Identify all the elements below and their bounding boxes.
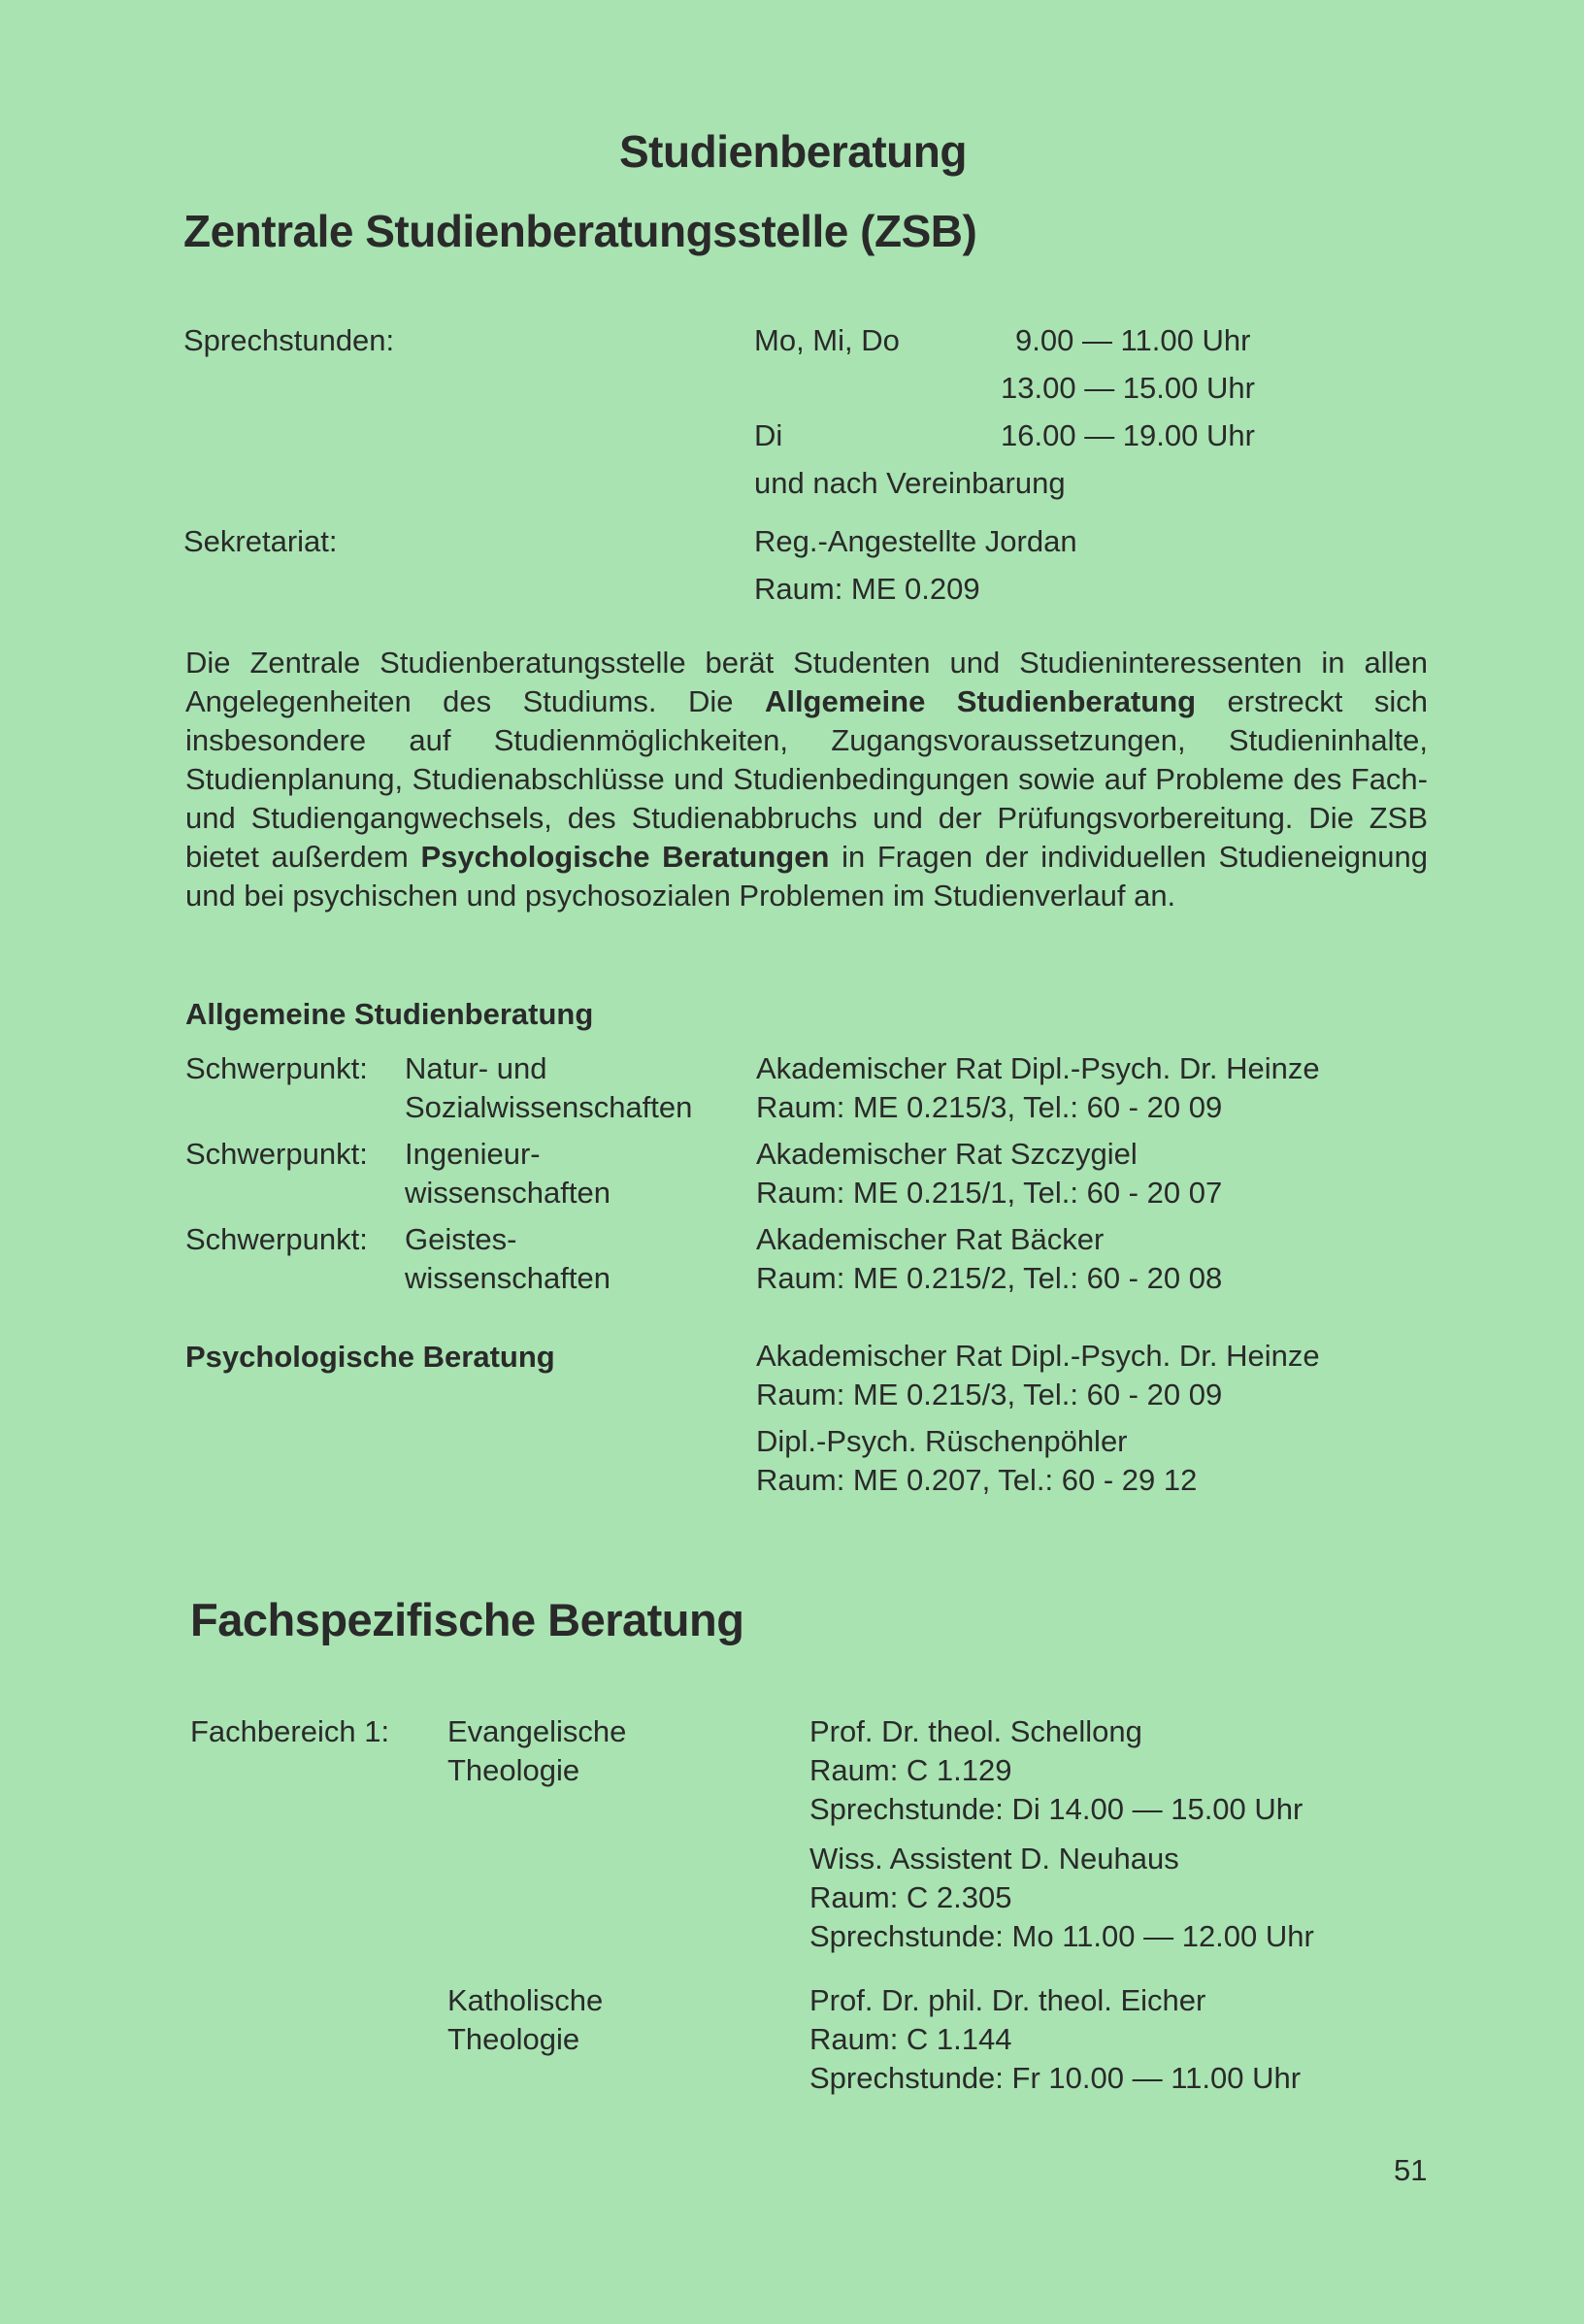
focus-area — [405, 1220, 610, 1298]
page-number: 51 — [1394, 2153, 1428, 2187]
subject-name — [447, 1712, 626, 1790]
focus-label: Schwerpunkt: — [185, 1222, 368, 1256]
focus-line: Sozialwissenschaften — [405, 1090, 693, 1124]
advisor-name: Akademischer Rat Dipl.-Psych. Dr. Heinze — [756, 1051, 1320, 1085]
advisor-hours: Sprechstunde: Fr 10.00 — 11.00 Uhr — [809, 2061, 1302, 2095]
advisor-name: Akademischer Rat Szczygiel — [756, 1137, 1138, 1171]
advisor-room: Raum: ME 0.215/1, Tel.: 60 - 20 07 — [756, 1176, 1223, 1210]
advisor-name: Wiss. Assistent D. Neuhaus — [809, 1842, 1179, 1876]
office-hours-time: 13.00 — 15.00 Uhr — [1001, 371, 1255, 405]
subject-line: Theologie — [447, 1753, 580, 1787]
description-text: Die Zentrale Studienberatungsstelle berät Studenten und Studieninteressenten in allen Angelegenheiten des Studiums. Die — [185, 646, 1428, 718]
zsb-heading: Zentrale Studienberatungsstelle (ZSB) — [183, 206, 977, 256]
psych-advice-heading: Psychologische Beratung — [185, 1340, 555, 1374]
subject-line: Theologie — [447, 2022, 580, 2056]
focus-line: Natur- und — [405, 1051, 547, 1085]
secretariat-label: Sekretariat: — [183, 524, 338, 558]
page-title: Studienberatung — [619, 126, 967, 177]
advisor-name: Prof. Dr. phil. Dr. theol. Eicher — [809, 1983, 1206, 2017]
advisor-room: Raum: ME 0.207, Tel.: 60 - 29 12 — [756, 1463, 1198, 1497]
office-hours-time: 9.00 — 11.00 Uhr — [1015, 323, 1251, 357]
focus-label: Schwerpunkt: — [185, 1137, 368, 1171]
focus-line: wissenschaften — [405, 1261, 610, 1295]
description-text: in Fragen der individuellen Studieneignung und bei psychischen und psychosozialen Problemen im Studienverlauf an. — [185, 840, 1428, 913]
general-advice-heading: Allgemeine Studienberatung — [185, 997, 594, 1031]
advisor-contact — [809, 1840, 1314, 1956]
advisor-contact — [809, 1981, 1301, 2098]
department-label: Fachbereich 1: — [190, 1714, 390, 1748]
description-bold: Allgemeine Studienberatung — [764, 684, 1197, 718]
office-hours-days: Di — [754, 418, 783, 452]
secretariat-name: Reg.-Angestellte Jordan — [754, 524, 1077, 558]
subject-line: Evangelische — [447, 1714, 627, 1748]
subject-line: Katholische — [447, 1983, 604, 2017]
advisor-hours: Sprechstunde: Mo 11.00 — 12.00 Uhr — [809, 1919, 1314, 1953]
advisor-name: Akademischer Rat Dipl.-Psych. Dr. Heinze — [756, 1339, 1320, 1373]
advisor-room: Raum: ME 0.215/2, Tel.: 60 - 20 08 — [756, 1261, 1223, 1295]
office-hours-label: Sprechstunden: — [183, 323, 395, 357]
advisor-name: Prof. Dr. theol. Schellong — [809, 1714, 1142, 1748]
advisor-contact — [756, 1337, 1320, 1414]
secretariat-room: Raum: ME 0.209 — [754, 572, 980, 606]
advisor-room: Raum: C 1.144 — [809, 2022, 1012, 2056]
by-appointment-note: und nach Vereinbarung — [754, 466, 1066, 500]
focus-line: wissenschaften — [405, 1176, 610, 1210]
advisor-name: Dipl.-Psych. Rüschenpöhler — [756, 1424, 1128, 1458]
advisor-room: Raum: ME 0.215/3, Tel.: 60 - 20 09 — [756, 1090, 1223, 1124]
subject-name — [447, 1981, 603, 2059]
advisor-contact — [756, 1220, 1222, 1298]
advisor-room: Raum: C 1.129 — [809, 1753, 1012, 1787]
advisor-contact — [756, 1135, 1222, 1212]
advisor-room: Raum: ME 0.215/3, Tel.: 60 - 20 09 — [756, 1378, 1223, 1411]
advisor-room: Raum: C 2.305 — [809, 1880, 1012, 1914]
office-hours-time: 16.00 — 19.00 Uhr — [1001, 418, 1255, 452]
focus-area — [405, 1049, 692, 1127]
focus-line: Ingenieur- — [405, 1137, 541, 1171]
focus-label: Schwerpunkt: — [185, 1051, 368, 1085]
description-text: erstreckt sich insbesondere auf Studienmöglichkeiten, Zugangsvoraussetzungen, Studieninhalte, Studienplanung, Studienabschlüsse und Studienbedingungen sowie auf Probleme des Fach- und Studiengangwechsels, des Studienabbruchs und der Prüfungsvorbereitung. Die ZSB bietet außerdem — [185, 684, 1428, 874]
subject-advice-heading: Fachspezifische Beratung — [190, 1594, 744, 1645]
advisor-contact — [756, 1049, 1320, 1127]
advisor-hours: Sprechstunde: Di 14.00 — 15.00 Uhr — [809, 1792, 1304, 1826]
focus-line: Geistes- — [405, 1222, 517, 1256]
advisor-contact — [756, 1422, 1197, 1500]
advisor-name: Akademischer Rat Bäcker — [756, 1222, 1105, 1256]
advisor-contact — [809, 1712, 1303, 1829]
office-hours-days: Mo, Mi, Do — [754, 323, 900, 357]
description-bold: Psychologische Beratungen — [420, 840, 830, 874]
focus-area — [405, 1135, 610, 1212]
zsb-description — [185, 644, 1428, 915]
